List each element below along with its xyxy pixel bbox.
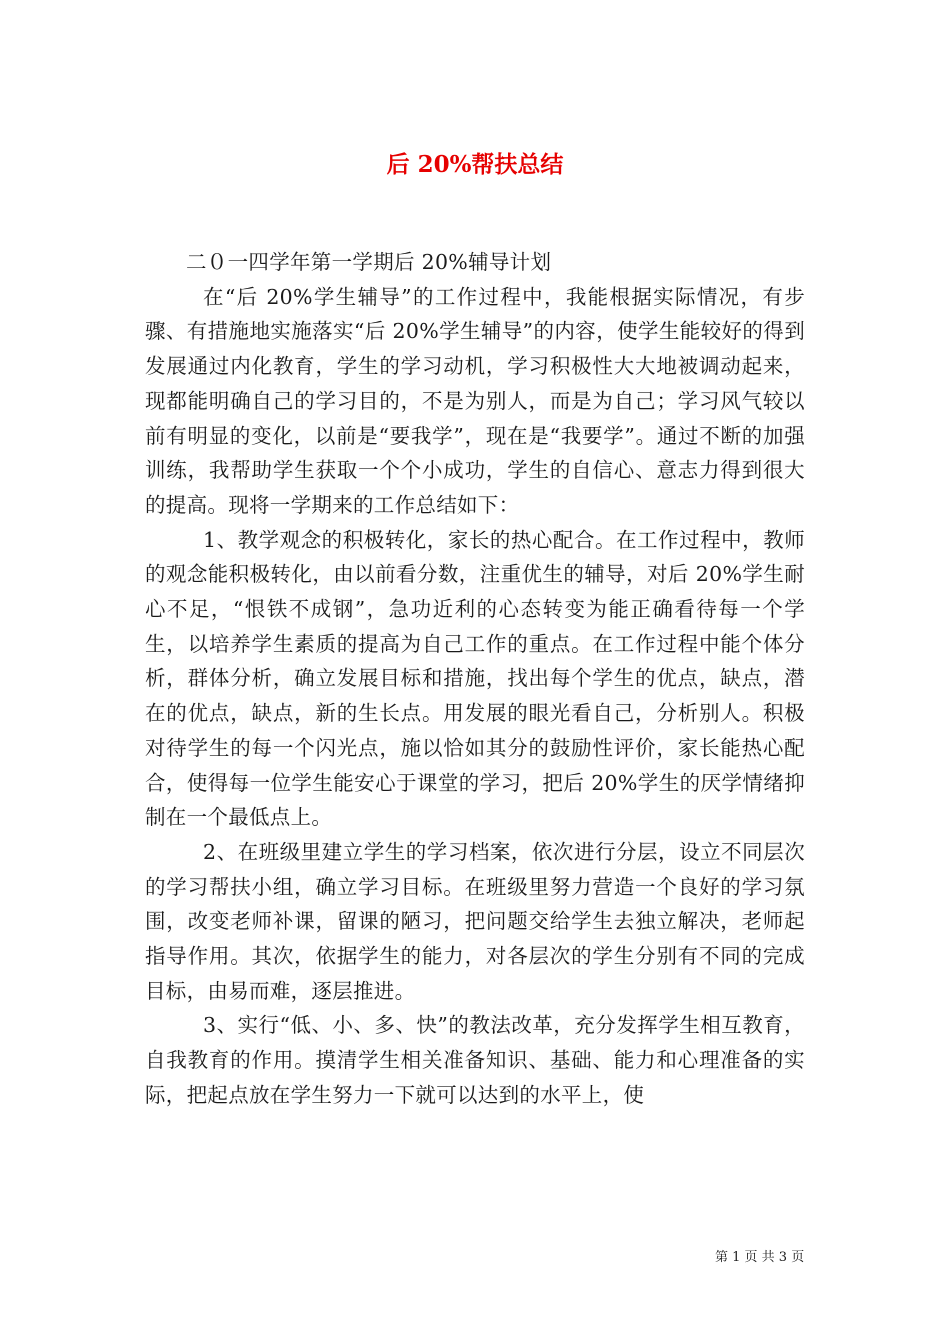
paragraph-3: 3、实行“低、小、多、快”的教法改革，充分发挥学生相互教育，自我教育的作用。摸清学生相关准备知识、基础、能力和心理准备的实际，把起点放在学生努力一下就可以达到的水平上，使 [145,1013,805,1107]
page-number-indicator: 第 1 页 共 3 页 [715,1250,805,1265]
page-title: 后 20%帮扶总结 [386,151,564,179]
document-subheading: 二０一四学年第一学期后 20%辅导计划 [186,250,552,274]
document-body [145,245,805,1113]
intro-paragraph: 在“后 20%学生辅导”的工作过程中，我能根据实际情况，有步骤、有措施地实施落实“后 20%学生辅导”的内容，使学生能较好的得到发展通过内化教育，学生的学习动机，学习积极性大大地被调动起来，现都能明确自己的学习目的，不是为别人，而是为自己；学习风气较以前有明显的变化，以前是“要我学”，现在是“我要学”。通过不断的加强训练，我帮助学生获取一个个小成功，学生的自信心、意志力得到很大的提高。现将一学期来的工作总结如下： [145,284,805,517]
paragraph-1: 1、教学观念的积极转化，家长的热心配合。在工作过程中，教师的观念能积极转化，由以前看分数，注重优生的辅导，对后 20%学生耐心不足，“恨铁不成钢”，急功近利的心态转变为能正确看待每一个学生，以培养学生素质的提高为自己工作的重点。在工作过程中能个体分析，群体分析，确立发展目标和措施，找出每个学生的优点，缺点，潜在的优点，缺点，新的生长点。用发展的眼光看自己，分析别人。积极对待学生的每一个闪光点，施以恰如其分的鼓励性评价，家长能热心配合，使得每一位学生能安心于课堂的学习，把后 20%学生的厌学情绪抑制在一个最低点上。 [145,527,805,830]
paragraph-2: 2、在班级里建立学生的学习档案，依次进行分层，设立不同层次的学习帮扶小组，确立学习目标。在班级里努力营造一个良好的学习氛围，改变老师补课，留课的陋习，把问题交给学生去独立解决，老师起指导作用。其次，依据学生的能力，对各层次的学生分别有不同的完成目标，由易而难，逐层推进。 [145,839,805,1003]
